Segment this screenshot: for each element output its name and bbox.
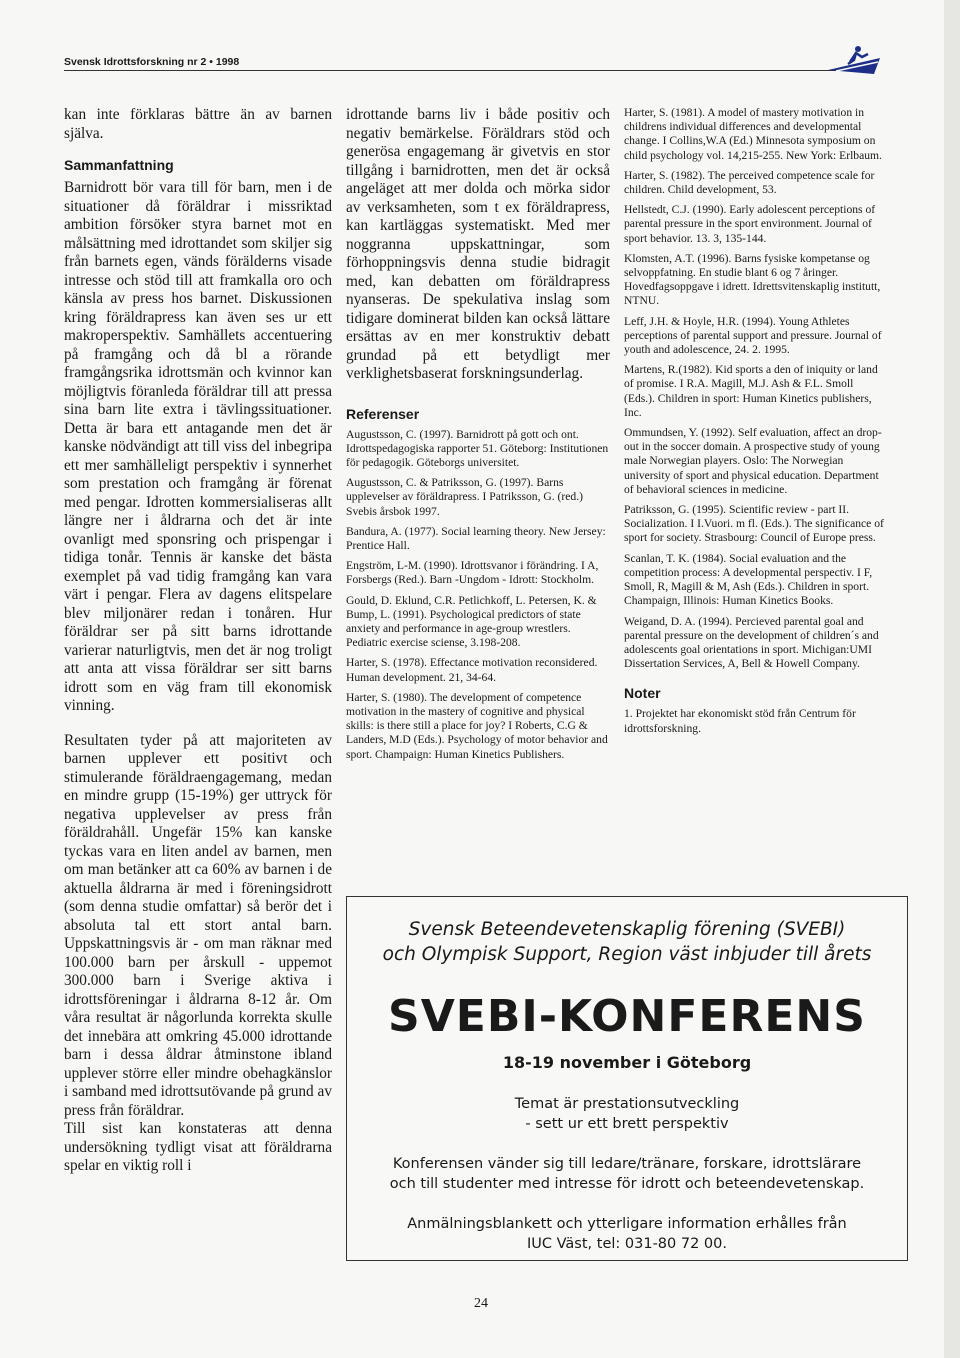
reference-item: Harter, S. (1981). A model of mastery motivation in childrens individual differences and developmental change. I Collins,W.A (Ed.) Minnesota symposium on child psychology vol. 14,215-255. New York: Erlbaum. (624, 106, 882, 162)
ad-signup-line-2: IUC Väst, tel: 031-80 72 00. (527, 1236, 727, 1252)
ad-date: 18-19 november i Göteborg (502, 1053, 752, 1072)
column-1 (64, 106, 332, 1176)
reference-item: Augustsson, C. & Patriksson, G. (1997). Barns upplevelser av föräldrapress. I Patriksson, G. (red.) Svebis årsbok 1997. (346, 476, 583, 518)
reference-item: Gould, D. Eklund, C.R. Petlichkoff, L. Petersen, K. & Bump, L. (1991). Psychological predictors of state anxiety and performance in age-group wrestlers. Pediatric exercise sciense, 3.198-208. (346, 593, 597, 650)
intro-paragraph: kan inte förklaras bättre än av barnen själva. (64, 106, 332, 142)
reference-item: Leff, J.H. & Hoyle, H.R. (1994). Young Athletes perceptions of parental support and pressure. Journal of youth and adolescence, 24. 2. 1995. (624, 314, 882, 357)
ad-audience-line-1: Konferensen vänder sig till ledare/tränare, forskare, idrottslärare (392, 1156, 862, 1172)
reference-item: Augustsson, C. (1997). Barnidrott på gott och ont. Idrottspedagogiska rapporter 51. Göteborg: Institutionen för pedagogik. Göteborgs universitet. (346, 427, 609, 469)
reference-item: Hellstedt, C.J. (1990). Early adolescent perceptions of parental pressure in the sport environment. Journal of sport behavior. 13. 3, 135-144. (624, 203, 876, 245)
reference-item: Scanlan, T. K. (1984). Social evaluation and the competition process: A developmental perspectiv. I F, Smoll, R, Magill & M, Ash (Eds.). Children in sport. Champaign, Illinois: Human Kinetics Books. (624, 551, 873, 608)
ad-title: SVEBI-KONFERENS (388, 991, 866, 1042)
reference-item: Weigand, D. A. (1994). Percieved parental goal and parental pressure on the development of children´s and adolescents goal orientations in sport. Michigan:UMI Dissertation Services, A, Bell & Howell Company. (624, 614, 879, 671)
reference-item: Bandura, A. (1977). Social learning theory. New Jersey: Prentice Hall. (346, 524, 606, 552)
ad-audience-line-2: och till studenter med intresse för idrott och beteendevetenskap. (389, 1176, 865, 1192)
header-rule (64, 70, 864, 71)
ad-signup (347, 1214, 907, 1254)
references-heading: Referenser (346, 405, 420, 422)
ad-invite-line: och Olympisk Support, Region väst inbjuder till årets (382, 944, 872, 965)
page-edge (944, 0, 960, 1358)
reference-item: Ommundsen, Y. (1992). Self evaluation, affect an drop-out in the soccer domain. A prospective study of young male Norwegian players. Oslo: The Norwegian university of sport and physical education. Department of behavioral sciences in medicine. (624, 426, 882, 496)
reference-item: Patriksson, G. (1995). Scientific review - part II. Socialization. I I.Vuori. m fl. (Eds.). The significance of sport for society. Strasbourg: Council of Europe press. (624, 503, 884, 545)
notes-heading: Noter (624, 685, 661, 702)
ad-theme-line-1: Temat är prestationsutveckling (514, 1096, 740, 1112)
reference-item: Harter, S. (1978). Effectance motivation reconsidered. Human development. 21, 34-64. (346, 656, 598, 684)
reference-item: Martens, R.(1982). Kid sports a den of iniquity or land of promise. I R.A. Magill, M.J. Ash & F.L. Smoll (Eds.). Children in sport: Human Kinetics publishers, Inc. (624, 363, 878, 419)
reference-item: Harter, S. (1980). The development of competence motivation in the mastery of cognitive and physical skills: is there still a place for joy? I Roberts, C.G & Landers, M.D (Eds.). Psychology of motor behavior and sport. Champaign: Human Kinetics Publishers. (346, 690, 608, 761)
ad-theme-line-2: - sett ur ett brett perspektiv (525, 1116, 729, 1132)
ad-organizer-line: Svensk Beteendevetenskaplig förening (SVEBI) (408, 919, 846, 940)
summary-paragraph-1: Barnidrott bör vara till för barn, men i de situationer då föräldrar i missriktad ambition försöker styra barnet mot en målsättning med idrottandet som skiljer sig från barnets egen, vänds förälderns visade intresse och stöd till att framkalla oro och känsla av press hos barnet. Diskussionen kring föräldrapress kan även ses ur ett makroperspektiv. Samhällets accentuering på framgång och då bl a rörande framgångsrika idrottsmän och kvinnor kan möjligtvis föranleda föräldrar till att pressa sina barn lite extra i tävlingssituationer. Detta är bara ett antagande men det är kanske nödvändigt att till viss del inbegripa ett mer samhälleligt perspektiv i synnerhet som prestation och framgång är förenat med pengar. Idrotten kommersialiseras allt längre ner i åldrarna och det är inte ovanligt med sponsring och prispengar i tidiga tonår. Tennis är kanske det bästa exemplet på vad tidig framgång kan vara värt i pengar. Flera av dagens elitspelare blev miljonärer redan i tonåren. Hur föräldrar ser på sitt barns idrottande varierar naturligtvis, men det är nog troligt att anta att vissa föräldrar ser sitt barns idrott som en väg fram till ekonomisk vinning. (64, 179, 332, 714)
reference-item: Engström, L-M. (1990). Idrottsvanor i förändring. I A, Forsbergs (Red.). Barn -Ungdom - Idrott: Stockholm. (346, 559, 599, 587)
conference-advertisement (346, 896, 908, 1261)
ad-theme (347, 1094, 907, 1134)
reference-item: Harter, S. (1982). The perceived competence scale for children. Child development, 53. (624, 168, 875, 197)
ad-audience (347, 1154, 907, 1194)
running-header (64, 56, 884, 80)
runner-logo-icon (824, 44, 884, 78)
summary-paragraph-2: Resultaten tyder på att majoriteten av barnen upplever ett positivt och stimulerande föräldraengagemang, medan en mindre grupp (15-19%) ger uttryck för negativa upplevelser av press från föräldrahåll. Ungefär 15% kan kanske tyckas vara en liten andel av barnen, men om man betänker att ca 60% av barnen i de aktuella åldrarna är med i föreningsidrott (som denna studie omfattar) så berör det i absoluta tal ett stort antal barn. Uppskattningsvis är - om man räknar med 100.000 barn per årskull - uppemot 300.000 barn i Sverige aktiva i idrottsföreningar i åldrarna 8-12 år. Om våra resultat är någorlunda korrekta skulle det innebära att omkring 45.000 idrottande barn i dessa åldrar åtminstone ibland upplever större eller mindre obehagkänslor i samband med idrottsutövande på grund av press från föräldrar. (64, 731, 332, 1119)
reference-item: Klomsten, A.T. (1996). Barns fysiske kompetanse og selvoppfatning. En studie blant 6 og 7 åringer. Hovedfagsoppgave i idrett. Idrettsvitenskaplig institutt, NTNU. (624, 251, 881, 308)
note-1: 1. Projektet har ekonomiskt stöd från Centrum för idrottsforskning. (624, 707, 856, 735)
column-2 (346, 106, 610, 768)
column-3 (624, 106, 886, 736)
references-list-1 (346, 428, 610, 762)
journal-title: Svensk Idrottsforskning nr 2 • 1998 (64, 56, 240, 68)
references-list-2 (624, 106, 886, 671)
conclusion-paragraph: idrottande barns liv i både positiv och negativ bemärkelse. Föräldrars stöd och generösa engagemang är givetvis en stor tillgång i barnidrotten, men det är också angeläget att mer dolda och mörka sidor av verksamheten, som t ex föräldrapress, kan kartläggas systematiskt. Med mer noggranna uppskattningar, som förhoppningsvis denna studie bidragit med, kan debatten om föräldrapress nyanseras. De spekulativa inslag som tidigare dominerat bilden kan också lättare ersättas av en mer konstruktiv debatt grundad på ett betydligt mer verklighetsbaserat forskningsunderlag. (346, 106, 610, 382)
page-number: 24 (474, 1296, 488, 1311)
summary-heading: Sammanfattning (64, 157, 174, 173)
ad-signup-line-1: Anmälningsblankett och ytterligare information erhålles från (407, 1216, 847, 1232)
summary-paragraph-3: Till sist kan konstateras att denna undersökning tydligt visat att föräldrarna spelar en viktig roll i (64, 1120, 332, 1174)
